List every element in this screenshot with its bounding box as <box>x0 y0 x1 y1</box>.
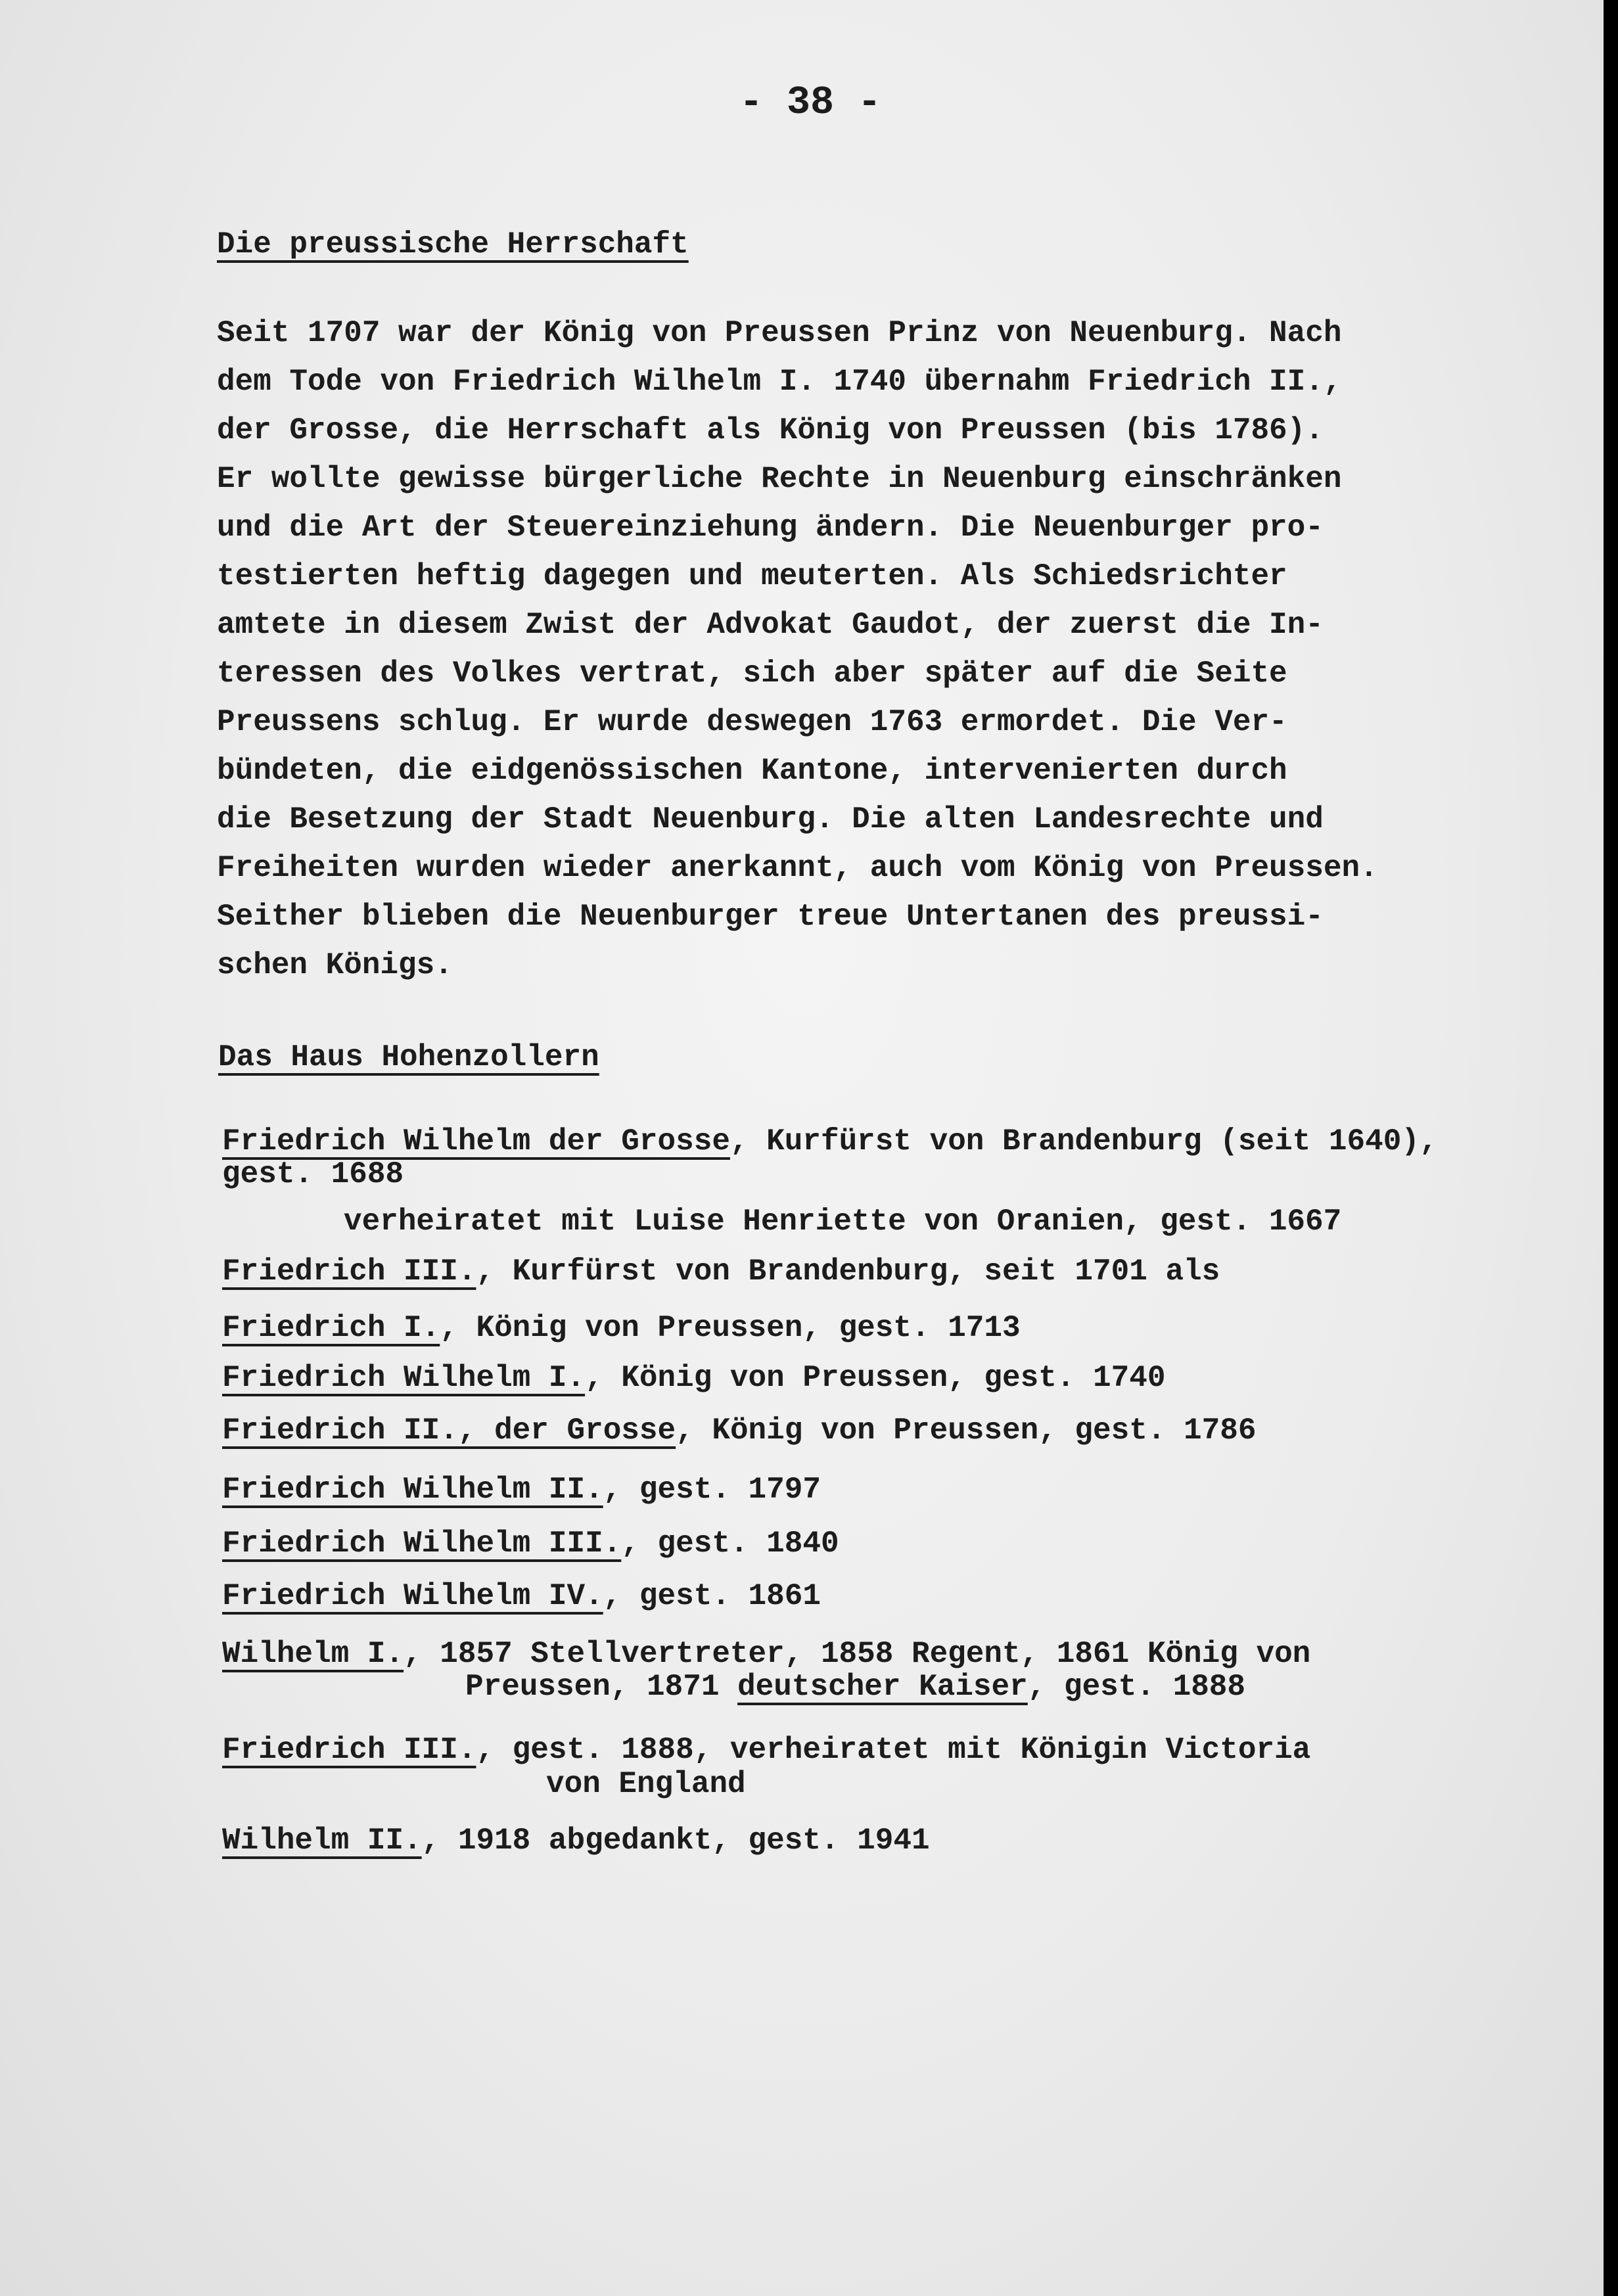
entry-details: , König von Preussen, gest. 1713 <box>440 1311 1021 1345</box>
text-line: dem Tode von Friedrich Wilhelm I. 1740 übernahm Friedrich II., <box>217 365 1342 399</box>
genealogy-entry <box>222 1465 821 1514</box>
text-line: Preussens schlug. Er wurde deswegen 1763 ermordet. Die Ver- <box>217 705 1287 739</box>
continuation-text: , gest. 1888 <box>1027 1670 1246 1704</box>
genealogy-entry <box>222 1117 1438 1191</box>
entry-details: , 1857 Stellvertreter, 1858 Regent, 1861 König von <box>404 1637 1311 1671</box>
paragraph-preussische-herrschaft <box>217 309 1378 990</box>
text-line: Seit 1707 war der König von Preussen Prinz von Neuenburg. Nach <box>217 316 1342 350</box>
text-line: Seither blieben die Neuenburger treue Untertanen des preussi- <box>217 900 1324 934</box>
text-line: amtete in diesem Zwist der Advokat Gaudot, der zuerst die In- <box>217 608 1324 642</box>
genealogy-entry <box>222 1406 1256 1455</box>
entry-continuation: gest. 1688 <box>222 1157 404 1191</box>
text-line: bündeten, die eidgenössischen Kantone, intervenierten durch <box>217 754 1287 788</box>
entry-continuation <box>465 1663 1245 1711</box>
genealogy-entry <box>222 1816 930 1865</box>
entry-details: , Kurfürst von Brandenburg, seit 1701 als <box>476 1254 1220 1289</box>
ruler-name: Friedrich II., der Grosse <box>222 1413 676 1448</box>
text-line: schen Königs. <box>217 948 453 982</box>
section-heading-preussische-herrschaft: Die preussische Herrschaft <box>217 227 689 262</box>
entry-details: verheiratet mit Luise Henriette von Oranien, gest. 1667 <box>344 1205 1342 1239</box>
text-line: Freiheiten wurden wieder anerkannt, auch vom König von Preussen. <box>217 851 1378 885</box>
section-heading-haus-hohenzollern: Das Haus Hohenzollern <box>218 1040 599 1074</box>
genealogy-entry <box>222 1726 1311 1801</box>
entry-details: , gest. 1861 <box>603 1579 821 1613</box>
ruler-name: Friedrich III. <box>222 1733 476 1767</box>
text-line: der Grosse, die Herrschaft als König von Preussen (bis 1786). <box>217 413 1324 448</box>
ruler-name: Friedrich Wilhelm III. <box>222 1527 622 1561</box>
continuation-text: Preussen, 1871 <box>465 1670 738 1704</box>
entry-details: , König von Preussen, gest. 1740 <box>585 1361 1166 1395</box>
genealogy-entry <box>222 1630 1311 1704</box>
page-number: - 38 - <box>739 81 882 126</box>
ruler-name: Wilhelm II. <box>222 1824 422 1858</box>
text-line: die Besetzung der Stadt Neuenburg. Die alten Landesrechte und <box>217 802 1324 837</box>
entry-details: , gest. 1888, verheiratet mit Königin Victoria <box>476 1733 1311 1767</box>
genealogy-entry <box>222 1519 839 1568</box>
genealogy-entry <box>222 1354 1165 1402</box>
ruler-name: Friedrich Wilhelm der Grosse <box>222 1124 730 1159</box>
ruler-name: Friedrich I. <box>222 1311 440 1345</box>
entry-details: , 1918 abgedankt, gest. 1941 <box>421 1824 930 1858</box>
text-line: Er wollte gewisse bürgerliche Rechte in Neuenburg einschränken <box>217 462 1342 496</box>
genealogy-entry <box>222 1572 821 1620</box>
genealogy-entry <box>222 1247 1220 1296</box>
entry-details: , Kurfürst von Brandenburg (seit 1640), <box>729 1124 1438 1159</box>
entry-details: , gest. 1840 <box>621 1527 839 1561</box>
text-line: teressen des Volkes vertrat, sich aber später auf die Seite <box>217 656 1287 691</box>
text-line: und die Art der Steuereinziehung ändern. Die Neuenburger pro- <box>217 511 1324 545</box>
ruler-name: Wilhelm I. <box>222 1637 404 1671</box>
ruler-name: Friedrich Wilhelm IV. <box>222 1579 603 1613</box>
title-kaiser: deutscher Kaiser <box>737 1670 1028 1704</box>
ruler-name: Friedrich III. <box>222 1254 476 1289</box>
entry-continuation: von England <box>546 1767 746 1801</box>
text-line: testierten heftig dagegen und meuterten. Als Schiedsrichter <box>217 559 1287 593</box>
genealogy-entry <box>344 1197 1341 1246</box>
ruler-name: Friedrich Wilhelm I. <box>222 1361 586 1395</box>
ruler-name: Friedrich Wilhelm II. <box>222 1473 603 1507</box>
genealogy-entry <box>222 1304 1021 1352</box>
entry-details: , gest. 1797 <box>603 1473 821 1507</box>
entry-details: , König von Preussen, gest. 1786 <box>676 1413 1257 1448</box>
